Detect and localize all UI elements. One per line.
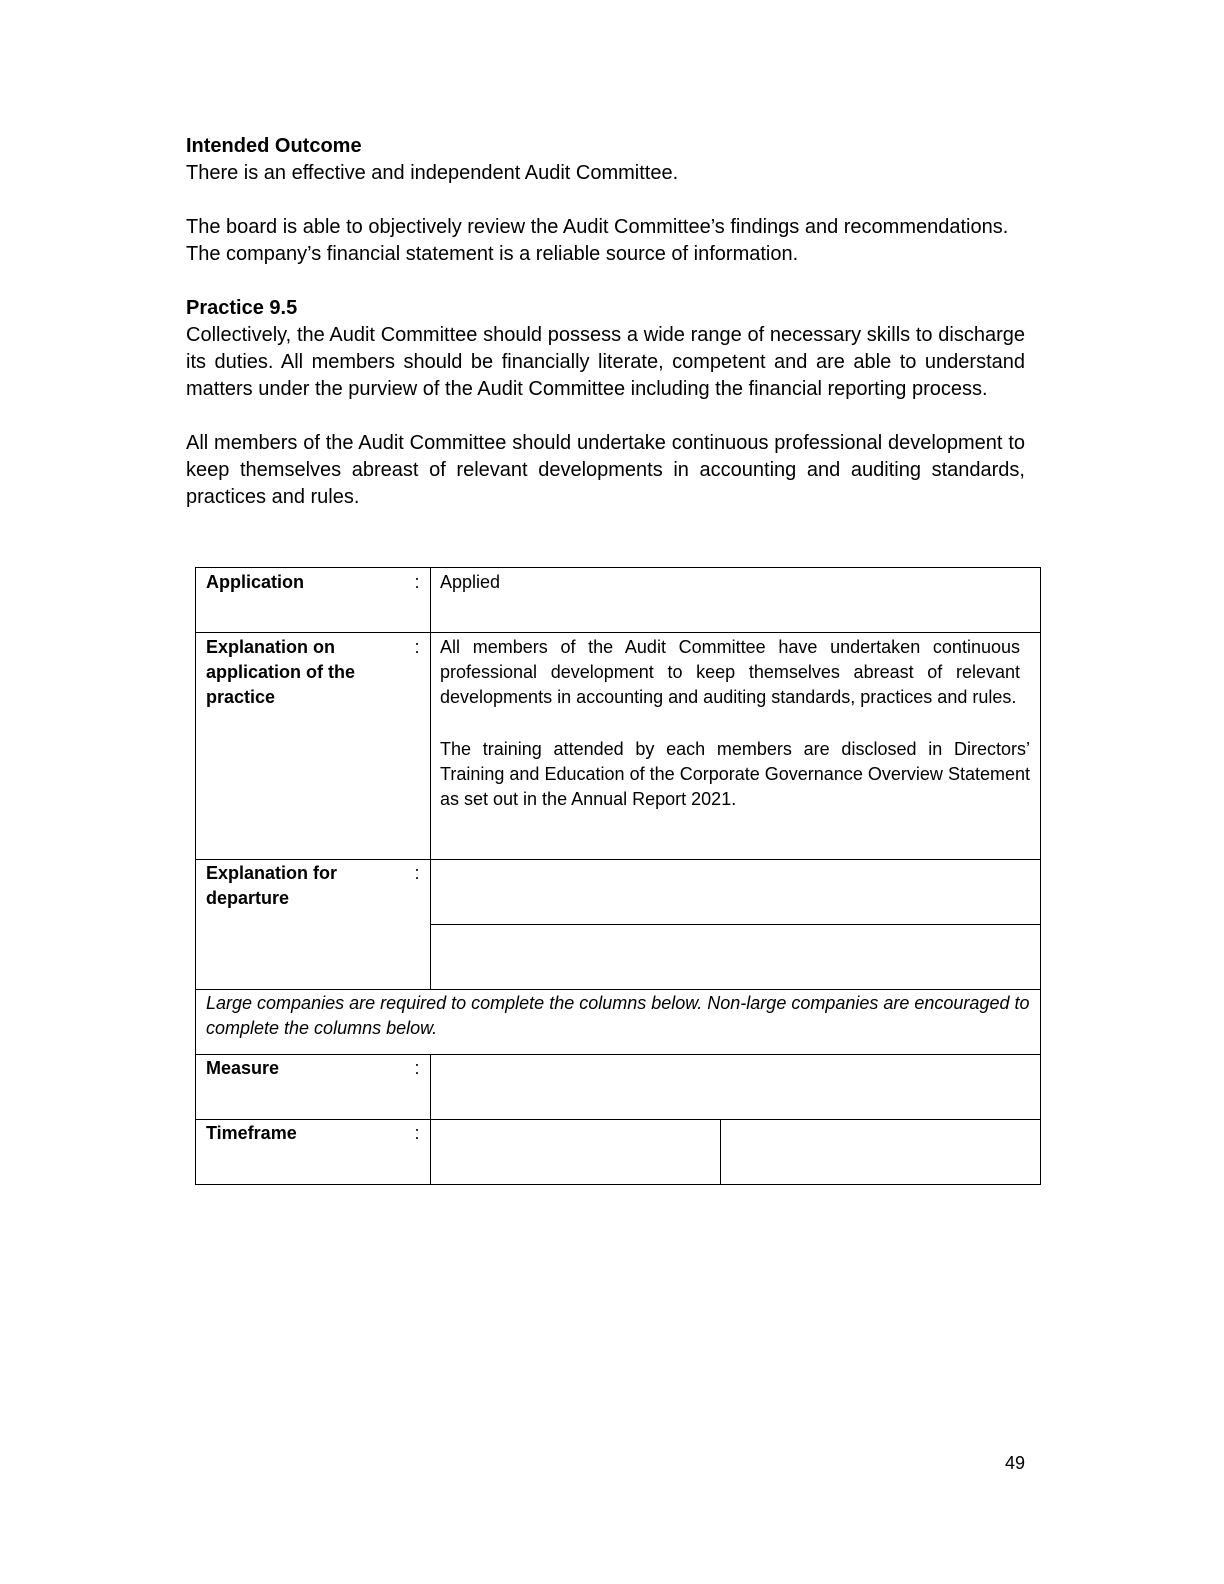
separator: : <box>414 572 420 592</box>
intended-outcome-line: There is an effective and independent Audit Committee. <box>186 162 679 184</box>
separator: : <box>414 1058 420 1078</box>
explanation-paragraph: All members of the Audit Committee have undertaken continuous professional development to keep themselves abreast of relevant developments in accounting and auditing standards, practices and rules. <box>440 637 1020 707</box>
explanation-paragraph: The training attended by each members are disclosed in Directors’ Training and Education of the Corporate Governance Overview Statement as set out in the Annual Report 2021. <box>440 739 1030 809</box>
measure-label: Measure <box>206 1058 280 1078</box>
application-label: Application <box>206 572 304 592</box>
departure-label: Explanation for departure <box>206 863 338 908</box>
practice-section <box>186 295 1025 511</box>
separator: : <box>414 863 420 883</box>
practice-paragraph: Collectively, the Audit Committee should possess a wide range of necessary skills to discharge its duties. All members should be financially literate, competent and are able to understand matters under the purview of the Audit Committee including the financial reporting process. <box>186 324 1025 400</box>
application-value: Applied <box>440 572 501 592</box>
intended-outcome-section <box>186 133 1025 268</box>
intended-outcome-heading: Intended Outcome <box>186 135 362 157</box>
explanation-value <box>440 635 1030 812</box>
practice-heading: Practice 9.5 <box>186 297 298 319</box>
application-table <box>195 567 1041 1185</box>
table-note: Large companies are required to complete the columns below. Non-large companies are encouraged to complete the columns below. <box>206 993 1030 1038</box>
page-number: 49 <box>1004 1453 1025 1473</box>
practice-paragraph: All members of the Audit Committee should undertake continuous professional development to keep themselves abreast of relevant developments in accounting and auditing standards, practices and rules. <box>186 432 1025 508</box>
separator: : <box>414 1123 420 1143</box>
application-row <box>206 570 406 595</box>
timeframe-label: Timeframe <box>206 1123 297 1143</box>
separator: : <box>414 637 420 657</box>
intended-outcome-line: The board is able to objectively review the Audit Committee’s findings and recommendations. The company’s financial statement is a reliable source of information. <box>186 216 1009 265</box>
explanation-label: Explanation on application of the practice <box>206 637 356 707</box>
